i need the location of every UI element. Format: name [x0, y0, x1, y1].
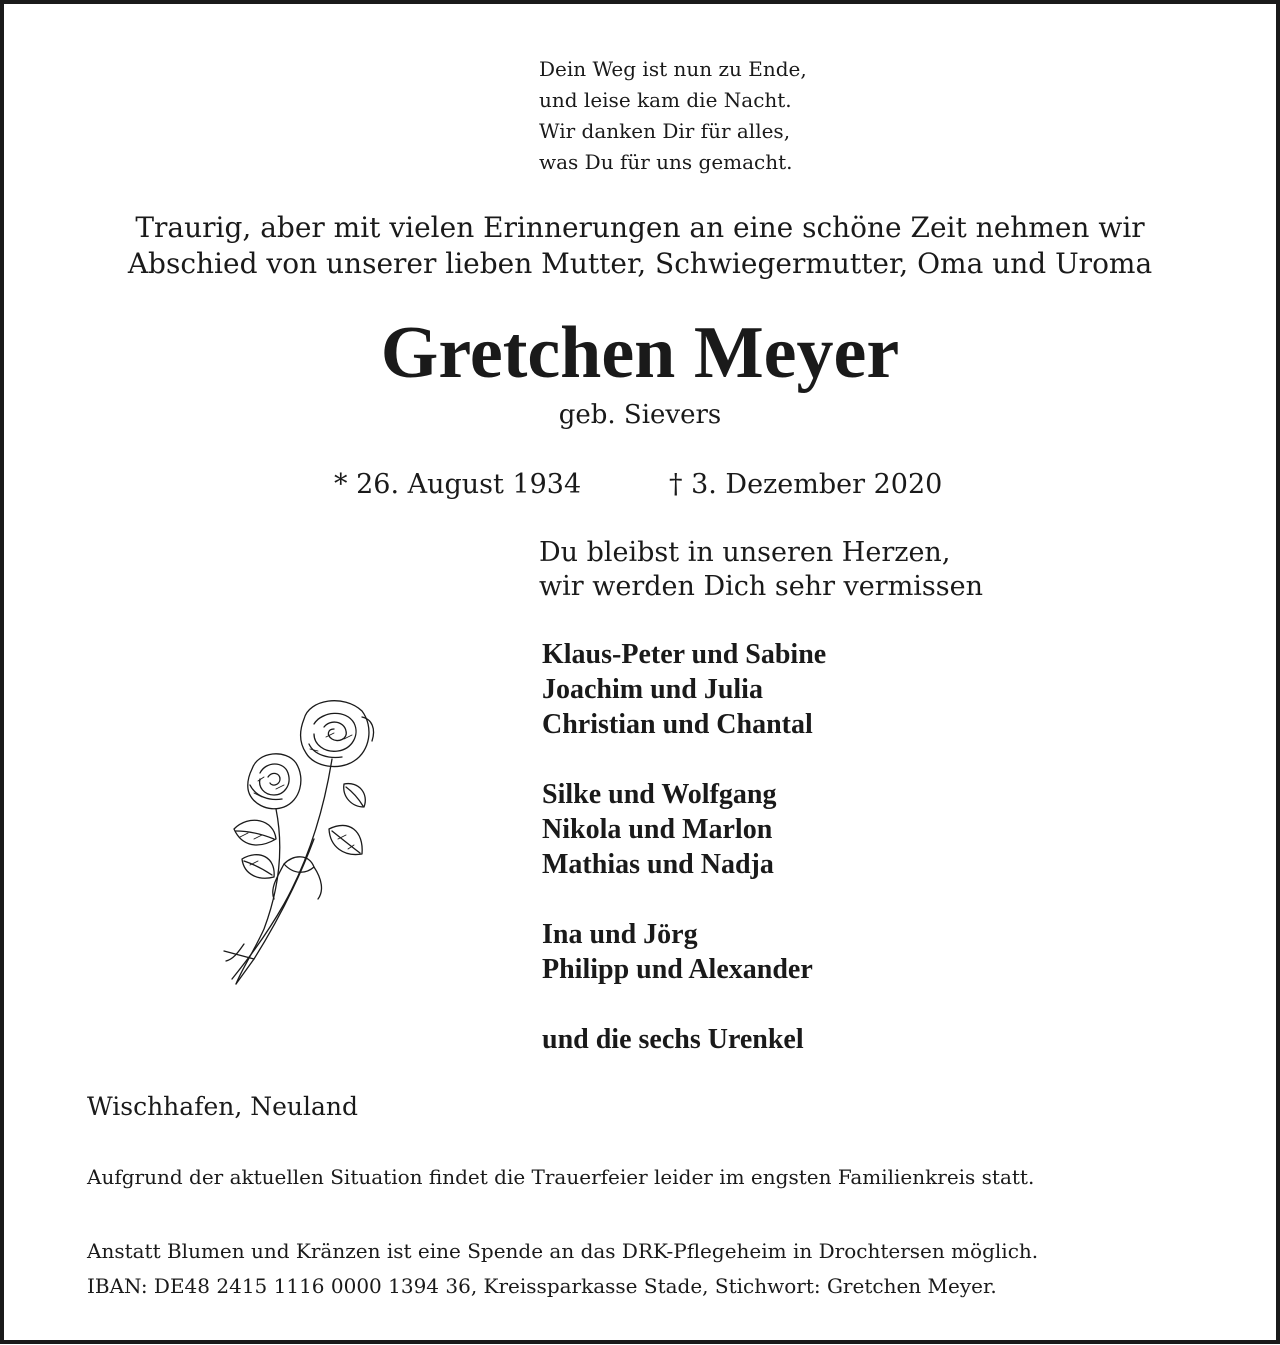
intro-text [4, 210, 1276, 282]
death-date: † 3. Dezember 2020 [669, 469, 943, 500]
quote-line: Du bleibst in unseren Herzen, [539, 537, 951, 568]
birth-name: geb. Sievers [558, 400, 722, 430]
family-member: Joachim und Julia [542, 674, 763, 705]
deceased-name: Gretchen Meyer [380, 312, 900, 394]
donation-info [87, 1234, 1038, 1304]
family-group [542, 1022, 826, 1057]
family-member: Philipp und Alexander [542, 954, 813, 985]
poem-line: Dein Weg ist nun zu Ende, [539, 57, 807, 81]
family-member: und die sechs Urenkel [542, 1024, 804, 1055]
poem-line: was Du für uns gemacht. [539, 150, 793, 174]
family-group [542, 637, 826, 742]
quote-line: wir werden Dich sehr vermissen [539, 571, 984, 602]
poem [539, 54, 939, 178]
poem-line: Wir danken Dir für alles, [539, 119, 791, 143]
family-member: Ina und Jörg [542, 919, 698, 950]
place-of-residence: Wischhafen, Neuland [87, 1092, 359, 1121]
donation-line: Anstatt Blumen und Kränzen ist eine Spende an das DRK-Pflegeheim in Drochtersen möglich. [87, 1239, 1039, 1263]
funeral-note: Aufgrund der aktuellen Situation findet die Trauerfeier leider im engsten Familienkreis statt. [87, 1165, 1035, 1189]
family-group [542, 777, 826, 882]
family-list [542, 637, 826, 1092]
donation-line: IBAN: DE48 2415 1116 0000 1394 36, Kreissparkasse Stade, Stichwort: Gretchen Meyer. [87, 1274, 997, 1298]
farewell-quote [539, 536, 983, 604]
rose-drawing-icon [214, 689, 394, 989]
family-member: Silke und Wolfgang [542, 779, 777, 810]
family-member: Christian und Chantal [542, 709, 813, 740]
family-member: Klaus-Peter und Sabine [542, 639, 827, 670]
family-group [542, 917, 826, 987]
family-member: Mathias und Nadja [542, 849, 774, 880]
family-member: Nikola und Marlon [542, 814, 773, 845]
birth-date: * 26. August 1934 [334, 469, 582, 500]
poem-line: und leise kam die Nacht. [539, 88, 792, 112]
intro-line: Traurig, aber mit vielen Erinnerungen an eine schöne Zeit nehmen wir [135, 211, 1145, 244]
intro-line: Abschied von unserer lieben Mutter, Schwiegermutter, Oma und Uroma [127, 247, 1153, 280]
